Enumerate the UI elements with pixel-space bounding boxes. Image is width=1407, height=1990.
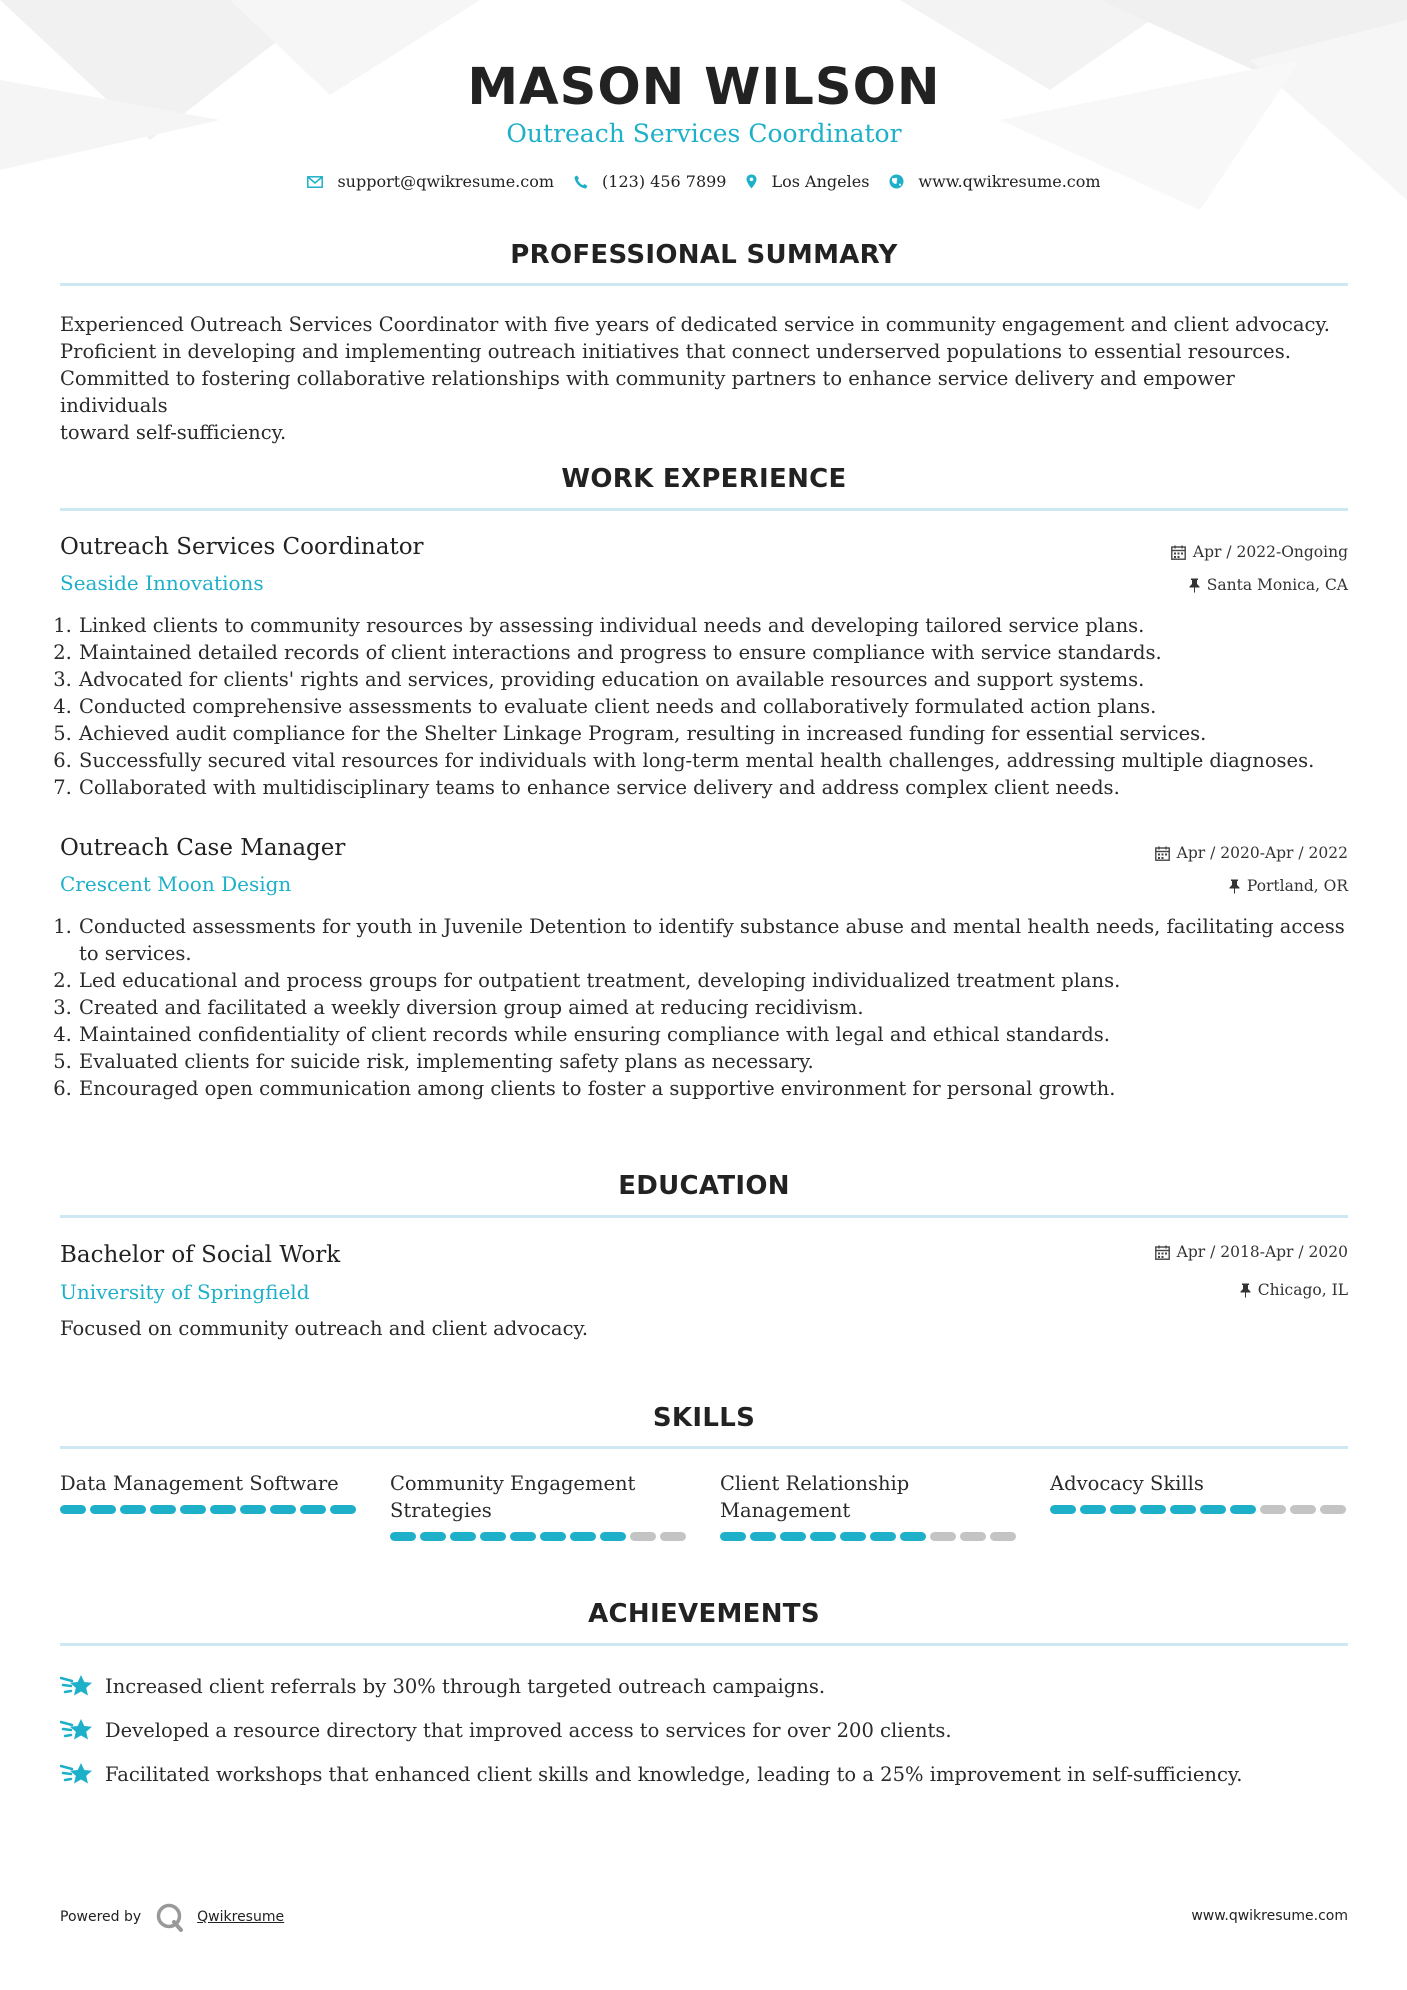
achievement-item [60,1716,952,1744]
education-description: Focused on community outreach and client advocacy. [60,1317,589,1340]
skill-level-segment [1290,1505,1316,1514]
skill-item [720,1470,1020,1541]
summary-line: Experienced Outreach Services Coordinator with five years of dedicated service in community engagement and client advocacy. [60,313,1330,336]
education-location [1240,1281,1348,1299]
experience-heading: WORK EXPERIENCE [561,464,847,494]
skill-level-segment [450,1532,476,1541]
job-bullet: 5. Evaluated clients for suicide risk, implementing safety plans as necessary. [78,1048,1366,1075]
skill-level-segment [600,1532,626,1541]
education-location-text: Chicago, IL [1257,1281,1348,1299]
skill-level-segment [1170,1505,1196,1514]
calendar-icon [1155,1245,1170,1260]
skill-level-segment [330,1505,356,1514]
phone-text: (123) 456 7899 [602,172,727,191]
job-bullets [60,913,1366,1102]
map-pin-icon [746,174,757,189]
achievements-heading: ACHIEVEMENTS [588,1599,820,1629]
job-bullet: 6. Encouraged open communication among clients to foster a supportive environment for personal growth. [78,1075,1366,1102]
pushpin-icon [1189,578,1200,593]
skill-level-segment [180,1505,206,1514]
job-location [1229,877,1348,895]
job-bullet: 6. Successfully secured vital resources for individuals with long-term mental health challenges, addressing multiple diagnoses. [78,747,1366,774]
summary-line: Committed to fostering collaborative relationships with community partners to enhance service delivery and empower individuals [60,367,1235,417]
education-divider [60,1215,1348,1218]
skill-level-segment [540,1532,566,1541]
skill-level-segment [1230,1505,1256,1514]
footer-url[interactable]: www.qwikresume.com [1191,1908,1348,1924]
skill-name: Community Engagement Strategies [390,1472,636,1522]
skill-level-segment [750,1532,776,1541]
candidate-name: MASON WILSON [467,58,941,117]
achievement-item [60,1672,825,1700]
skill-level-segment [1260,1505,1286,1514]
skill-level-segment [660,1532,686,1541]
pushpin-icon [1240,1283,1251,1298]
job-bullets [60,612,1366,801]
contact-bar [60,172,1348,191]
job-dates-text: Apr / 2020-Apr / 2022 [1176,844,1348,862]
skill-name: Data Management Software [60,1472,339,1495]
footer [60,1902,1348,1932]
achievements-divider [60,1643,1348,1646]
powered-by [60,1902,284,1932]
job-bullet: 2. Maintained detailed records of client interactions and progress to ensure compliance with service standards. [78,639,1366,666]
job-title: Outreach Services Coordinator [60,534,424,560]
job-bullet: 5. Achieved audit compliance for the Shelter Linkage Program, resulting in increased funding for essential services. [78,720,1366,747]
skill-level-segment [1080,1505,1106,1514]
contact-location [746,172,869,191]
contact-website[interactable] [889,172,1100,191]
job-bullet: 4. Maintained confidentiality of client records while ensuring compliance with legal and ethical standards. [78,1021,1366,1048]
job-bullet: 7. Collaborated with multidisciplinary teams to enhance service delivery and address complex client needs. [78,774,1366,801]
skill-item [60,1470,360,1514]
skill-item [390,1470,690,1541]
skill-name: Client Relationship Management [720,1472,910,1522]
skill-level-segment [300,1505,326,1514]
job-bullet: 3. Created and facilitated a weekly diversion group aimed at reducing recidivism. [78,994,1366,1021]
globe-icon [889,174,904,189]
candidate-title: Outreach Services Coordinator [506,119,902,148]
qwikresume-logo-icon [155,1902,185,1932]
job-location [1189,576,1348,594]
skill-level-segment [390,1532,416,1541]
skill-level-segment [870,1532,896,1541]
skill-level-segment [480,1532,506,1541]
education-dates [1155,1243,1348,1261]
location-text: Los Angeles [771,172,870,191]
skill-level-segment [960,1532,986,1541]
summary-line: toward self-sufficiency. [60,421,287,444]
calendar-icon [1155,846,1170,861]
contact-email[interactable] [307,172,554,191]
skill-level-segment [120,1505,146,1514]
summary-text [60,311,1348,446]
job-location-text: Portland, OR [1246,877,1348,895]
skill-level-segment [210,1505,236,1514]
job-bullet: 2. Led educational and process groups for outpatient treatment, developing individualized treatment plans. [78,967,1366,994]
skill-level-segment [150,1505,176,1514]
skill-level-segment [1320,1505,1346,1514]
skill-level-bar [60,1505,360,1514]
achievement-text: Developed a resource directory that improved access to services for over 200 clients. [105,1718,952,1742]
shooting-star-icon [60,1672,93,1700]
skill-level-segment [720,1532,746,1541]
skill-level-segment [1140,1505,1166,1514]
powered-by-label: Powered by [60,1909,142,1925]
qwikresume-link[interactable]: Qwikresume [197,1909,285,1925]
skill-level-segment [900,1532,926,1541]
shooting-star-icon [60,1760,93,1788]
job-location-text: Santa Monica, CA [1206,576,1348,594]
skill-level-segment [930,1532,956,1541]
education-heading: EDUCATION [618,1171,790,1201]
job-bullet: 3. Advocated for clients' rights and services, providing education on available resources and support systems. [78,666,1366,693]
degree-title: Bachelor of Social Work [60,1242,341,1268]
email-text: support@qwikresume.com [337,172,555,191]
skill-level-bar [720,1532,1020,1541]
job-bullet: 4. Conducted comprehensive assessments to evaluate client needs and collaboratively formulated action plans. [78,693,1366,720]
phone-icon [574,175,588,189]
summary-heading: PROFESSIONAL SUMMARY [510,240,898,270]
contact-phone[interactable] [574,172,726,191]
skill-level-segment [90,1505,116,1514]
achievement-text: Facilitated workshops that enhanced client skills and knowledge, leading to a 25% improvement in self-sufficiency. [105,1762,1243,1786]
achievement-text: Increased client referrals by 30% through targeted outreach campaigns. [105,1674,826,1698]
skill-level-segment [1050,1505,1076,1514]
skill-level-segment [60,1505,86,1514]
skill-level-segment [990,1532,1016,1541]
job-title: Outreach Case Manager [60,835,346,861]
skill-level-segment [780,1532,806,1541]
website-text: www.qwikresume.com [918,172,1101,191]
job-company: Crescent Moon Design [60,872,292,896]
job-dates [1155,844,1348,862]
skills-heading: SKILLS [652,1403,756,1433]
job-dates [1171,543,1348,561]
skill-level-segment [1200,1505,1226,1514]
skill-level-segment [1110,1505,1136,1514]
summary-line: Proficient in developing and implementing outreach initiatives that connect underserved populations to essential resources. [60,340,1291,363]
skill-item [1050,1470,1350,1514]
skill-level-segment [510,1532,536,1541]
job-bullet: 1. Linked clients to community resources by assessing individual needs and developing tailored service plans. [78,612,1366,639]
skill-level-segment [810,1532,836,1541]
skill-level-bar [390,1532,690,1541]
experience-divider [60,508,1348,511]
skill-level-segment [420,1532,446,1541]
skill-level-bar [1050,1505,1350,1514]
skills-divider [60,1446,1348,1449]
calendar-icon [1171,545,1186,560]
pushpin-icon [1229,879,1240,894]
skill-name: Advocacy Skills [1050,1472,1204,1495]
skill-level-segment [630,1532,656,1541]
school-name: University of Springfield [60,1280,310,1304]
education-dates-text: Apr / 2018-Apr / 2020 [1176,1243,1348,1261]
envelope-icon [307,176,323,188]
shooting-star-icon [60,1716,93,1744]
summary-divider [60,283,1348,286]
skill-level-segment [570,1532,596,1541]
skill-level-segment [240,1505,266,1514]
job-bullet: 1. Conducted assessments for youth in Juvenile Detention to identify substance abuse and mental health needs, facilitating access to services. [78,913,1366,967]
job-company: Seaside Innovations [60,571,264,595]
skill-level-segment [840,1532,866,1541]
skill-level-segment [270,1505,296,1514]
job-dates-text: Apr / 2022-Ongoing [1192,543,1348,561]
achievement-item [60,1760,1243,1788]
